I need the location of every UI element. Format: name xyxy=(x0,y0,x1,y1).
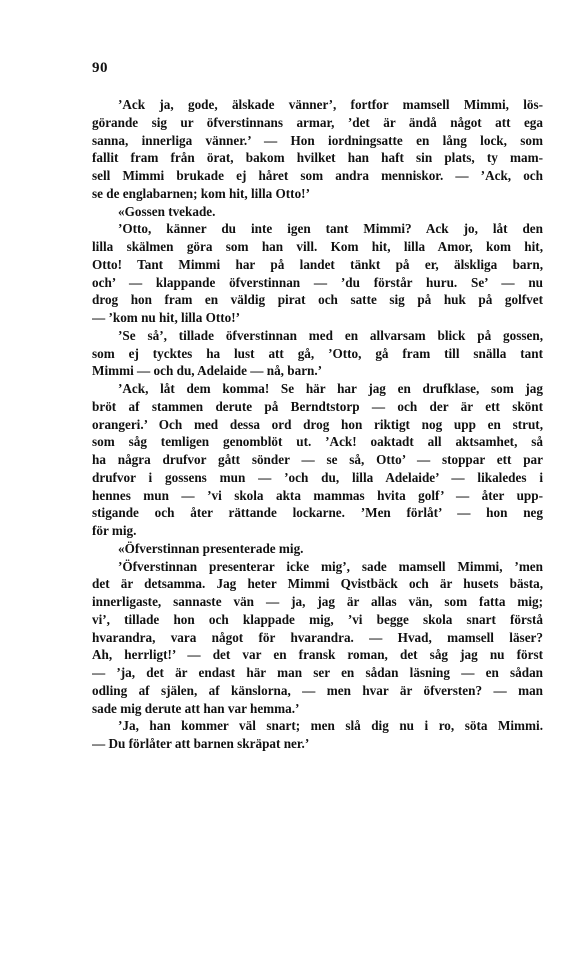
text-line: — ’ja, det är endast här man ser en sådan läsning — en sådan xyxy=(92,665,543,680)
text-line: ’Ack, låt dem komma! Se här har jag en drufklase, som jag xyxy=(118,381,543,396)
text-line: — Du förlåter att barnen skräpat ner.’ xyxy=(92,736,310,751)
text-line: orangeri.’ Och med dessa ord drog hon riktigt nog upp en strut, xyxy=(92,416,543,432)
text-line: — ’kom nu hit, lilla Otto!’ xyxy=(92,310,240,325)
text-line: som ej tycktes ha lust att gå, ’Otto, gå fram till snälla tant xyxy=(92,345,543,361)
text-line: se de englabarnen; kom hit, lilla Otto!’ xyxy=(92,185,310,201)
text-line: Ah, herrligt!’ — det var en fransk roman, det såg jag nu först xyxy=(92,647,543,663)
text-line: sanna, innerliga vänner.’ — Hon iordningsatte en lång lock, som xyxy=(92,132,543,148)
text-line: innerligaste, sannaste vän — ja, jag är allas vän, som fatta mig; xyxy=(92,594,543,609)
text-line: för mig. xyxy=(92,523,137,538)
text-line: ’Ack ja, gode, älskade vänner’, fortfor mamsell Mimmi, lös- xyxy=(118,97,543,112)
text-line: bröt af stammen derute på Berndtstorp — och der är ett skönt xyxy=(92,398,543,414)
text-line: sade mig derute att han var hemma.’ xyxy=(92,700,300,716)
text-line: Mimmi — och du, Adelaide — nå, barn.’ xyxy=(92,363,323,379)
text-line: drog hon fram en väldig pirat och satte sig på huk på golfvet xyxy=(92,292,543,308)
text-line: ’Otto, känner du inte igen tant Mimmi? Ack jo, låt den xyxy=(118,221,543,237)
text-line: ’Ja, han kommer väl snart; men slå dig nu i ro, söta Mimmi. xyxy=(118,718,543,734)
text-line: «Öfverstinnan presenterade mig. xyxy=(118,540,304,556)
text-line: «Gossen tvekade. xyxy=(118,203,216,219)
text-line: görande sig ur öfverstinnans armar, ’det är ändå något att ega xyxy=(92,114,543,130)
text-line: sell Mimmi brukade ej håret som andra menniskor. — ’Ack, och xyxy=(92,168,543,183)
text-line: som såg temligen genomblöt ut. ’Ack! oaktadt all aktsamhet, så xyxy=(92,434,543,450)
text-line: hennes mun — ’vi skola akta mammas hvita golf’ — åter upp- xyxy=(92,487,543,503)
text-line: och’ — klappande öfverstinnan — ’du förstår huru. Se’ — nu xyxy=(92,274,543,290)
text-line: ’Öfverstinnan presenterar icke mig’, sade mamsell Mimmi, ’men xyxy=(118,558,543,574)
text-line: hvarandra, vara något för hvarandra. — Hvad, mamsell läser? xyxy=(92,629,543,645)
text-line: fallit fram från örat, bakom hvilket han haft sin plats, ty mam- xyxy=(92,150,543,166)
text-line: stigande och åter rättande lockarne. ’Men förlåt’ — hon neg xyxy=(92,505,543,521)
body-text xyxy=(92,96,543,753)
text-line: ha några drufvor gått sönder — se så, Otto’ — stoppar ett par xyxy=(92,452,543,467)
text-line: ’Se så’, tillade öfverstinnan med en allvarsam blick på gossen, xyxy=(118,327,543,343)
page-number: 90 xyxy=(92,60,108,76)
text-line: Otto! Tant Mimmi har på landet tänkt på er, älskliga barn, xyxy=(92,256,543,272)
text-line: lilla skälmen göra som han vill. Kom hit, lilla Amor, kom hit, xyxy=(92,239,543,254)
text-line: odling af själen, af känslorna, — men hvar är öfversten? — man xyxy=(92,682,543,698)
text-line: det är detsamma. Jag heter Mimmi Qvistbäck och är husets bästa, xyxy=(92,576,543,592)
text-line: vi’, tillade hon och klappade mig, ’vi begge skola snart förstå xyxy=(92,611,543,627)
text-line: drufvor i gossens mun — ’och du, lilla Adelaide’ — likaledes i xyxy=(92,469,543,485)
